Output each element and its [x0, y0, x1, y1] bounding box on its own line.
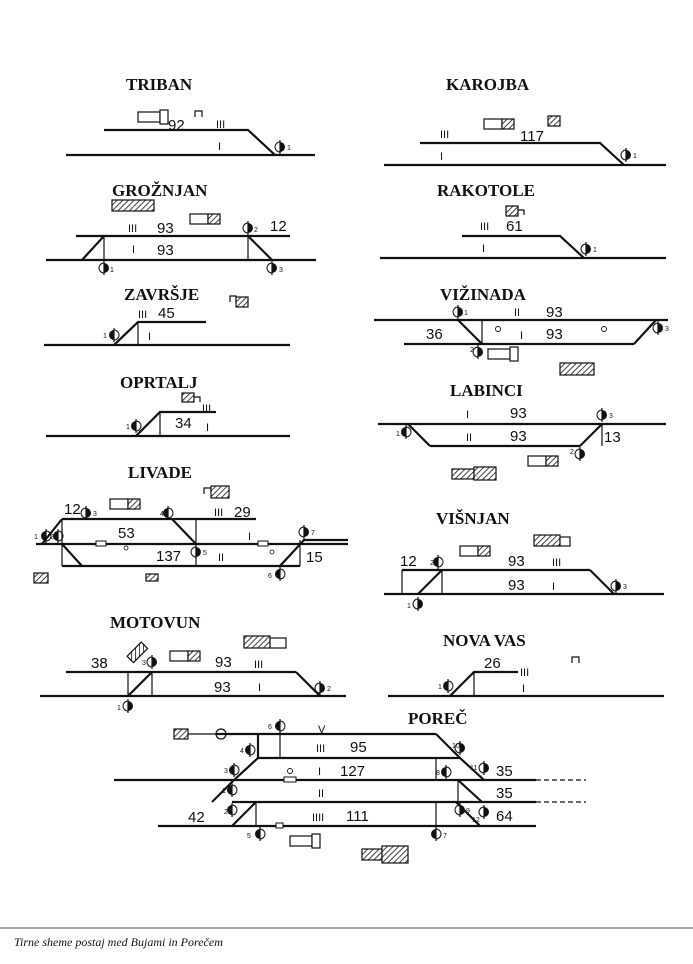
signal-number: 1: [34, 534, 38, 541]
track-length: 93: [508, 577, 525, 594]
station-name: KAROJBA: [446, 75, 530, 94]
track-number: III: [138, 309, 148, 321]
station-karojba: [384, 75, 666, 165]
signal-number: 7: [311, 530, 315, 537]
signal-number: 2: [254, 227, 258, 234]
track-length: 93: [510, 428, 527, 445]
signal-number: 8: [436, 770, 440, 777]
track-length: 93: [508, 553, 525, 570]
track-number: V: [318, 724, 326, 736]
signal-number: 2: [470, 347, 474, 354]
track-number: I: [148, 331, 152, 343]
station-name: OPRTALJ: [120, 373, 198, 392]
station-name: POREČ: [408, 709, 468, 728]
track-number: I: [206, 422, 210, 434]
track-length: 53: [118, 525, 135, 542]
track-length: 95: [350, 739, 367, 756]
signal-number: 2: [570, 449, 574, 456]
track-length: 64: [496, 808, 513, 825]
station-zavrsje: [44, 285, 290, 345]
signal-number: 1: [438, 684, 442, 691]
track-length: 45: [158, 305, 175, 322]
signal-number: 3: [142, 660, 146, 667]
station-visnjan: [384, 509, 664, 611]
signal-number: 3: [279, 267, 283, 274]
station-vizinada: [374, 285, 669, 375]
signal-number: 7: [443, 833, 447, 840]
track-number: III: [216, 119, 226, 131]
track-number: III: [440, 129, 450, 141]
signal-number: 1: [464, 310, 468, 317]
track-length: 61: [506, 218, 523, 235]
track-length: 93: [157, 220, 174, 237]
track-length: 92: [168, 117, 185, 134]
track-length: 29: [234, 504, 251, 521]
signal-number: 3: [623, 584, 627, 591]
station-name: MOTOVUN: [110, 613, 201, 632]
track-length: 35: [496, 785, 513, 802]
signal-number: 1: [593, 247, 597, 254]
signal-number: 1: [110, 267, 114, 274]
station-name: TRIBAN: [126, 75, 193, 94]
track-length: 36: [426, 326, 443, 343]
station-porec: [114, 709, 586, 863]
track-number: I: [218, 141, 222, 153]
track-length: 111: [346, 808, 369, 825]
station-name: RAKOTOLE: [437, 181, 535, 200]
signal-number: 1: [103, 333, 107, 340]
signal-number: 9: [466, 808, 470, 815]
station-nova-vas: [388, 631, 664, 696]
track-number: I: [248, 531, 252, 543]
signal-number: 3: [93, 511, 97, 518]
signal-number: 3: [665, 326, 669, 333]
track-length: 93: [510, 405, 527, 422]
signal-number: 6: [268, 573, 272, 580]
signal-number: 2: [327, 686, 331, 693]
track-number: III: [214, 507, 224, 519]
signal-number: 2: [50, 534, 54, 541]
track-length: 42: [188, 809, 205, 826]
signal-number: 1: [407, 603, 411, 610]
track-number: III: [202, 403, 212, 415]
signal-number: 1: [117, 705, 121, 712]
track-number: III: [128, 223, 138, 235]
figure-caption: Tirne sheme postaj med Bujami in Porečem: [14, 935, 223, 949]
station-oprtalj: [46, 373, 290, 436]
signal-number: 1: [126, 424, 130, 431]
track-length: 15: [306, 549, 323, 566]
signal-number: 5: [203, 550, 207, 557]
signal-number: 12: [472, 817, 480, 824]
track-number: I: [482, 243, 486, 255]
track-number: I: [552, 581, 556, 593]
signal-number: 10: [452, 743, 460, 750]
station-livade: [34, 463, 348, 583]
station-name: GROŽNJAN: [112, 181, 208, 200]
station-name: ZAVRŠJE: [124, 285, 200, 304]
signal-number: 11: [470, 765, 478, 772]
signal-number: 6: [268, 724, 272, 731]
signal-number: 2: [430, 560, 434, 567]
track-number: I: [440, 151, 444, 163]
track-number: I: [466, 409, 470, 421]
track-number: III: [316, 743, 326, 755]
track-number: III: [520, 667, 530, 679]
signal-number: 4: [160, 511, 164, 518]
track-number: III: [552, 557, 562, 569]
track-number: II: [318, 788, 325, 800]
track-length: 137: [156, 548, 182, 565]
track-number: III: [480, 221, 490, 233]
signal-number: 1: [287, 145, 291, 152]
signal-number: 1: [396, 431, 400, 438]
signal-number: 3: [609, 413, 613, 420]
track-number: I: [522, 683, 526, 695]
track-length: 12: [64, 501, 81, 518]
track-length: 35: [496, 763, 513, 780]
track-length: 93: [546, 304, 563, 321]
track-length: 38: [91, 655, 108, 672]
station-name: NOVA VAS: [443, 631, 526, 650]
track-length: 12: [270, 218, 287, 235]
track-number: I: [318, 766, 322, 778]
track-length: 127: [340, 763, 366, 780]
station-motovun: [40, 613, 346, 713]
track-length: 117: [520, 128, 544, 145]
station-name: LABINCI: [450, 381, 523, 400]
signal-number: 3: [224, 768, 228, 775]
station-rakotole: [380, 181, 666, 258]
signal-number: 2: [224, 809, 228, 816]
track-length: 93: [546, 326, 563, 343]
track-length: 93: [215, 654, 232, 671]
signal-number: 4: [240, 748, 244, 755]
track-length: 93: [214, 679, 231, 696]
track-length: 26: [484, 655, 501, 672]
signal-number: 1: [633, 153, 637, 160]
track-number: I: [520, 330, 524, 342]
station-name: VIŽINADA: [440, 285, 526, 304]
station-labinci: [378, 381, 666, 480]
track-number: II: [218, 552, 225, 564]
track-number: III: [254, 659, 264, 671]
track-number: II: [514, 307, 521, 319]
station-groznjan: [46, 181, 316, 275]
track-length: 12: [400, 553, 417, 570]
station-name: LIVADE: [128, 463, 192, 482]
station-name: VIŠNJAN: [436, 509, 510, 528]
track-number: I: [132, 244, 136, 256]
track-length: 93: [157, 242, 174, 259]
track-number: II: [466, 432, 473, 444]
track-length: 13: [604, 429, 621, 446]
signal-number: 1: [222, 788, 226, 795]
station-triban: [66, 75, 315, 155]
track-number: I: [258, 682, 262, 694]
signal-number: 5: [247, 833, 251, 840]
track-length: 34: [175, 415, 192, 432]
track-number: IIII: [312, 812, 325, 824]
